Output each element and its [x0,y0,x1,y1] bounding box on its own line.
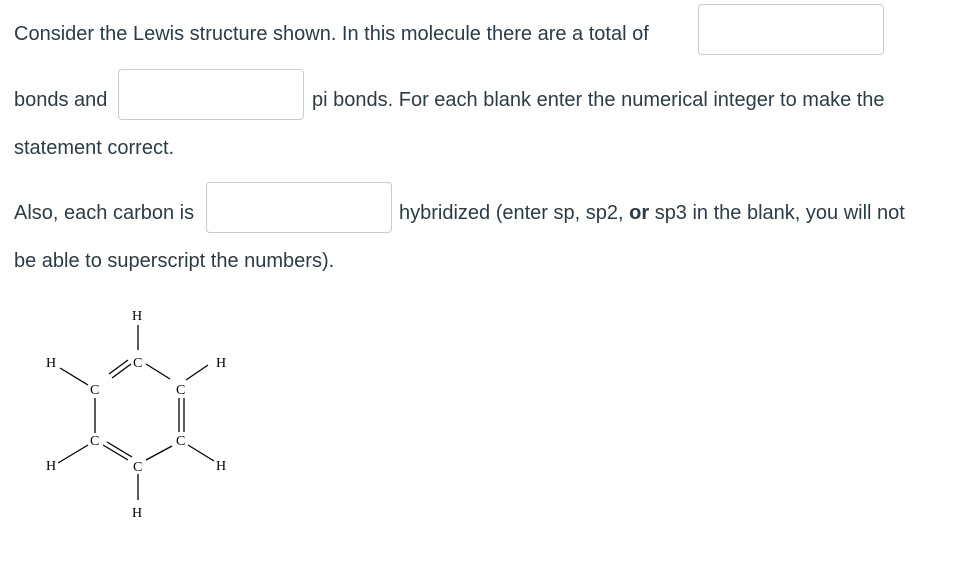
or-emphasis: or [629,202,650,224]
bond-c-upper-left-h [60,368,88,385]
bond-c-top-c-upper-right [146,364,170,379]
atom-h-lower-left: H [46,459,57,474]
bond-c-bottom-c-lower-right [146,446,172,460]
question-line-3: statement correct. [14,137,175,159]
question-line-4-prefix: Also, each carbon is [14,202,195,224]
atom-c-bottom: C [133,460,143,475]
atom-c-top: C [133,356,143,371]
bond-c-lower-left-h [58,445,88,463]
hybridization-options-text: hybridized (enter sp, sp2, [399,202,624,224]
bond-c-lower-right-h [188,445,214,461]
hybridization-note-text: sp3 in the blank, you will not [654,202,905,224]
atom-h-bottom: H [132,506,143,521]
atom-c-upper-left: C [90,383,100,398]
question-line-4-suffix [399,201,905,225]
hybridization-input[interactable] [206,182,392,233]
atom-h-upper-left: H [46,356,57,371]
atom-c-lower-right: C [176,434,186,449]
question-line-5: be able to superscript the numbers). [14,250,335,272]
question-line-2-suffix: pi bonds. For each blank enter the numerical integer to make the [312,89,885,111]
atom-c-lower-left: C [90,434,100,449]
lewis-structure-diagram [0,290,260,530]
bond-c-upper-right-h [186,365,208,380]
question-line-2-prefix: bonds and [14,89,108,111]
bond-c-top-c-upper-left [112,364,131,378]
total-bonds-input[interactable] [698,4,884,55]
pi-bonds-input[interactable] [118,69,304,120]
bond-c-top-c-upper-left-double [109,360,128,374]
atom-h-upper-right: H [216,356,227,371]
question-line-1: Consider the Lewis structure shown. In this molecule there are a total of [14,23,649,45]
atom-h-lower-right: H [216,459,227,474]
atom-h-top: H [132,309,143,324]
atom-c-upper-right: C [176,383,186,398]
